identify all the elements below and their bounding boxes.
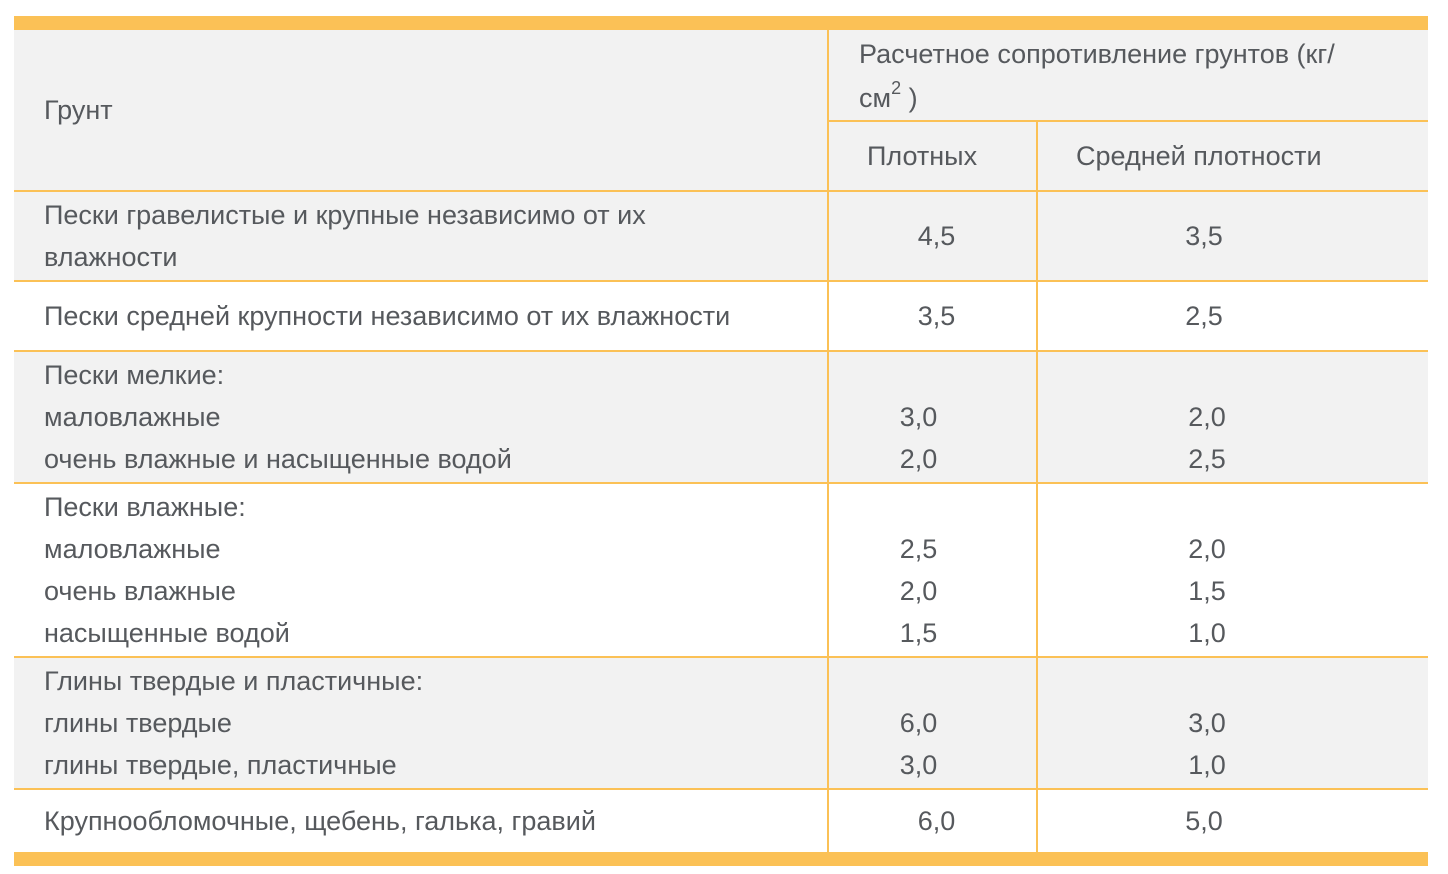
header-row (14, 23, 1428, 121)
soil-name-line: глины твердые, пластичные (44, 750, 397, 780)
column-header-soil: Грунт (14, 23, 828, 191)
dense-value-cell-content (837, 798, 1036, 844)
resistance-close: ) (901, 83, 918, 113)
soil-name-line: Глины твердые и пластичные: (44, 666, 424, 696)
soil-name-cell-content (44, 192, 827, 280)
soil-name-cell (14, 281, 828, 351)
dense-value-cell-content (829, 352, 1008, 482)
soil-name-cell-content (44, 352, 827, 482)
soil-name-cell (14, 483, 828, 657)
value-line: 2,5 (1185, 301, 1223, 331)
value-line: 3,0 (899, 750, 938, 780)
resistance-unit-exponent: 2 (891, 78, 902, 98)
dense-value-cell-content (837, 213, 1036, 259)
medium-value-cell-content (1038, 798, 1370, 844)
dense-value-cell (828, 281, 1037, 351)
dense-value-cell-content (829, 658, 1008, 788)
resistance-title: Расчетное сопротивление грунтов (кг/ (859, 39, 1335, 69)
soil-name-line: очень влажные и насыщенные водой (44, 444, 512, 474)
soil-name-cell (14, 789, 828, 859)
value-line (1038, 486, 1376, 528)
table-row (14, 789, 1428, 859)
value-line: 2,5 (899, 534, 938, 564)
medium-value-cell (1037, 351, 1428, 483)
medium-value-cell-content (1038, 658, 1376, 788)
soil-resistance-table-wrapper (14, 16, 1428, 866)
value-line: 1,5 (899, 618, 938, 648)
soil-name-line: маловлажные (44, 402, 221, 432)
column-header-resistance (828, 23, 1428, 121)
table-row (14, 281, 1428, 351)
dense-value-cell (828, 483, 1037, 657)
value-line: 1,0 (1188, 750, 1226, 780)
soil-name-cell-content (44, 293, 827, 339)
soil-name-line: Пески мелкие: (44, 360, 225, 390)
table-row (14, 351, 1428, 483)
medium-value-cell (1037, 789, 1428, 859)
soil-name-cell (14, 657, 828, 789)
column-header-dense: Плотных (828, 121, 1037, 191)
table-row (14, 191, 1428, 281)
value-line: 2,0 (899, 444, 938, 474)
value-line (829, 354, 1008, 396)
value-line (1038, 354, 1376, 396)
value-line: 3,0 (1188, 708, 1226, 738)
dense-value-cell (828, 789, 1037, 859)
soil-name-line: маловлажные (44, 534, 221, 564)
table-row (14, 483, 1428, 657)
value-line: 1,0 (1188, 618, 1226, 648)
value-line (1038, 660, 1376, 702)
value-line: 2,0 (1188, 534, 1226, 564)
dense-value-cell-content (837, 293, 1036, 339)
soil-name-cell-content (44, 658, 827, 788)
value-line: 5,0 (1185, 806, 1223, 836)
value-line: 6,0 (899, 708, 938, 738)
medium-value-cell-content (1038, 293, 1370, 339)
value-line (829, 486, 1008, 528)
soil-name-line: очень влажные (44, 576, 236, 606)
soil-name-cell-content (44, 798, 827, 844)
soil-name-line: Крупнообломочные, щебень, галька, гравий (44, 806, 596, 836)
medium-value-cell (1037, 281, 1428, 351)
soil-name-line: глины твердые (44, 708, 232, 738)
soil-resistance-table (14, 16, 1428, 866)
resistance-unit: см (859, 83, 892, 113)
dense-value-cell (828, 657, 1037, 789)
value-line (829, 660, 1008, 702)
medium-value-cell-content (1038, 352, 1376, 482)
medium-value-cell-content (1038, 484, 1376, 656)
medium-value-cell (1037, 657, 1428, 789)
value-line: 2,0 (1188, 402, 1226, 432)
value-line: 3,5 (1185, 221, 1223, 251)
value-line: 3,0 (899, 402, 938, 432)
soil-name-cell (14, 191, 828, 281)
value-line: 2,5 (1188, 444, 1226, 474)
soil-name-line: насыщенные водой (44, 618, 290, 648)
medium-value-cell (1037, 483, 1428, 657)
value-line: 1,5 (1188, 576, 1226, 606)
soil-name-line: влажности (44, 242, 178, 272)
medium-value-cell-content (1038, 213, 1370, 259)
dense-value-cell (828, 191, 1037, 281)
column-header-medium: Средней плотности (1076, 141, 1322, 171)
value-line: 4,5 (917, 221, 956, 251)
soil-name-line: Пески влажные: (44, 492, 246, 522)
value-line: 6,0 (917, 806, 956, 836)
medium-value-cell (1037, 191, 1428, 281)
dense-value-cell-content (829, 484, 1008, 656)
dense-value-cell (828, 351, 1037, 483)
soil-name-line: Пески гравелистые и крупные независимо от их (44, 200, 646, 230)
soil-name-cell (14, 351, 828, 483)
soil-name-cell-content (44, 484, 827, 656)
soil-name-line: Пески средней крупности независимо от их влажности (44, 301, 731, 331)
table-row (14, 657, 1428, 789)
value-line: 3,5 (917, 301, 956, 331)
table-body (14, 191, 1428, 859)
value-line: 2,0 (899, 576, 938, 606)
